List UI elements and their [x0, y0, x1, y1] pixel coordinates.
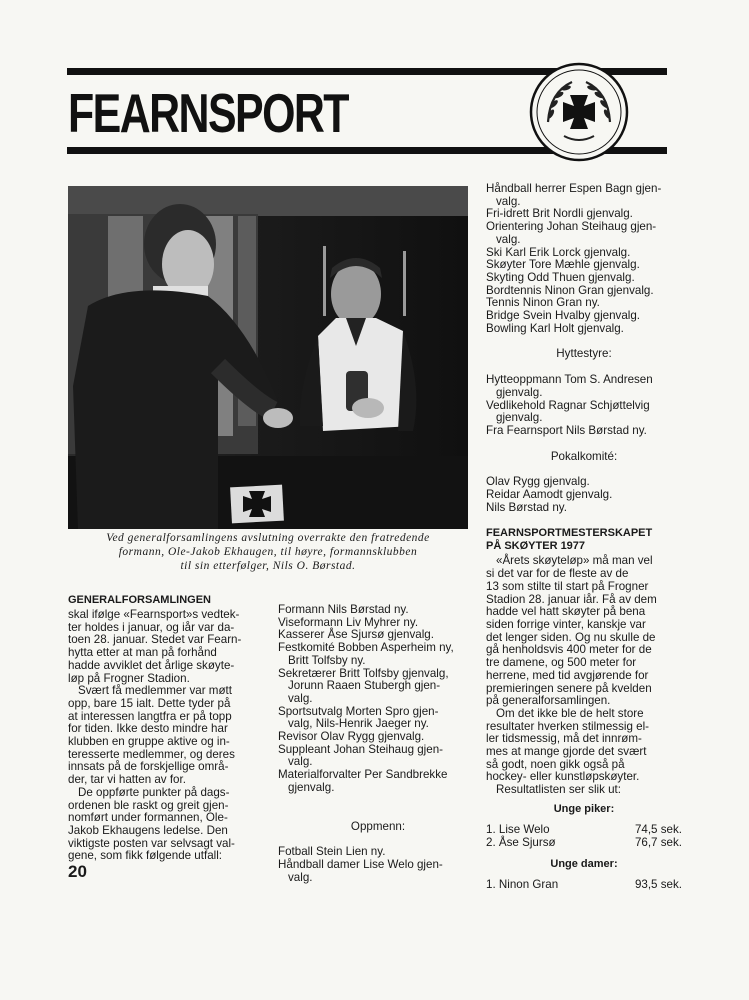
text-line: mes at mange gjorde det svært: [486, 745, 647, 759]
officer-line-cont: valg.: [288, 755, 313, 769]
result-name: 1. Ninon Gran: [486, 878, 559, 892]
article-heading: FEARNSPORTMESTERSKAPET: [486, 527, 653, 540]
text-line: klubben en gruppe aktive og in-: [68, 735, 230, 749]
column-general-meeting: [68, 594, 264, 863]
result-time: 74,5 sek.: [634, 822, 682, 836]
text-line: så godt, noen gikk også på: [486, 757, 625, 771]
oppmann-line: Skyting Odd Thuen gjenvalg.: [486, 270, 635, 284]
officer-line-cont: valg, Nils-Henrik Jaeger ny.: [288, 717, 429, 731]
officer-line: Revisor Olav Rygg gjenvalg.: [278, 730, 425, 744]
officer-line: Viseformann Liv Myhrer ny.: [278, 615, 419, 629]
column-election-results: [278, 604, 478, 884]
page-number: 20: [68, 862, 87, 881]
hyttestyre-line-cont: gjenvalg.: [496, 385, 543, 399]
oppmann-line: Fotball Stein Lien ny.: [278, 845, 386, 859]
column-right: [486, 183, 682, 892]
section-heading-generalforsamlingen: GENERALFORSAMLINGEN: [68, 594, 211, 606]
text-line: innsats på de forskjellige områ-: [68, 760, 229, 774]
text-line: resultater hverken stilmessig el-: [486, 719, 650, 733]
oppmann-line: Bowling Karl Holt gjenvalg.: [486, 321, 624, 335]
results-heading-unge-piker: Unge piker:: [553, 802, 615, 815]
text-line: skal ifølge «Fearnsport»s vedtek-: [68, 608, 240, 621]
oppmann-line-cont: valg.: [496, 232, 521, 246]
officer-line: Kasserer Åse Sjursø gjenvalg.: [278, 628, 434, 642]
text-line: «Årets skøyteløp» må man vel: [496, 554, 653, 568]
text-line: nomført under formannen, Ole-: [68, 811, 228, 825]
text-line: De oppførte punkter på dags-: [78, 785, 230, 799]
caption-line: til sin etterfølger, Nils O. Børstad.: [180, 560, 356, 572]
text-line: teresserte medlemmer, og deres: [68, 747, 235, 761]
caption-line: formann, Ole-Jakob Ekhaugen, til høyre, formannsklubben: [118, 546, 418, 558]
oppmann-line: Bridge Svein Hvalby gjenvalg.: [486, 309, 641, 323]
text-line: der, tar vi hatten av for.: [68, 773, 186, 787]
text-line: på generalforsamlingen.: [486, 694, 611, 708]
oppmann-line: Skøyter Tore Mæhle gjenvalg.: [486, 258, 640, 272]
oppmann-line-cont: valg.: [496, 194, 521, 208]
text-line: ter holdes i januar, og iår var da-: [68, 620, 235, 634]
text-line: viktigste posten var selvsagt val-: [68, 836, 235, 850]
text-line: toen 28. januar. Stedet var Fearn-: [68, 633, 242, 647]
text-line: Jakob Ekhaugens ledelse. Den: [68, 823, 228, 837]
masthead-title: FEARNSPORT: [68, 82, 348, 144]
oppmenn-continued-list: [486, 183, 682, 335]
result-row: [486, 879, 682, 892]
text-line: premieringen senere på kvelden: [486, 681, 652, 695]
text-line: for tiden. Ikke desto mindre har: [68, 722, 228, 736]
officer-line: Materialforvalter Per Sandbrekke: [278, 768, 448, 782]
officer-line: Festkomité Bobben Asperheim ny,: [278, 641, 454, 655]
paragraph: [68, 787, 264, 863]
section-heading-pokalkomite: Pokalkomité:: [550, 449, 618, 463]
hyttestyre-line: Fra Fearnsport Nils Børstad ny.: [486, 423, 647, 437]
oppmann-line: Tennis Ninon Gran ny.: [486, 296, 600, 310]
result-time: 76,7 sek.: [634, 835, 682, 849]
oppmann-line-cont: valg.: [288, 870, 313, 884]
text-line: hadde vel hatt skøyter på bena: [486, 605, 646, 619]
paragraph: [68, 685, 264, 787]
text-line: ordenen ble raskt og greit gjen-: [68, 798, 229, 812]
text-line: gå henholdsvis 400 meter for de: [486, 643, 652, 657]
text-line: tre damene, og 500 meter for: [486, 656, 637, 670]
oppmann-line: Bordtennis Ninon Gran gjenvalg.: [486, 283, 654, 297]
result-row: [486, 837, 682, 850]
text-line: Resultatlisten ser slik ut:: [496, 783, 622, 797]
text-line: hockey- eller kunstløpskøyter.: [486, 770, 640, 784]
paragraph: [486, 708, 682, 784]
text-line: opp, bare 15 ialt. Dette tyder på: [68, 696, 231, 710]
officer-line-cont: gjenvalg.: [288, 780, 335, 794]
hyttestyre-line: Vedlikehold Ragnar Schjøttelvig: [486, 398, 650, 412]
officer-line: Formann Nils Børstad ny.: [278, 603, 409, 616]
pokal-line: Reidar Aamodt gjenvalg.: [486, 488, 613, 502]
oppmann-line: Håndball damer Lise Welo gjen-: [278, 857, 443, 871]
pokal-line: Olav Rygg gjenvalg.: [486, 475, 590, 489]
article-heading: PÅ SKØYTER 1977: [486, 540, 586, 553]
photo-caption: [68, 531, 468, 573]
caption-line: Ved generalforsamlingens avslutning overrakte den fratredende: [106, 532, 430, 544]
section-heading-hyttestyre: Hyttestyre:: [556, 347, 612, 361]
result-time: 93,5 sek.: [634, 878, 682, 892]
text-line: si det var for de fleste av de: [486, 567, 629, 581]
text-line: det lenger siden. Og nu skulle de: [486, 630, 656, 644]
text-line: hadde avviklet det årlige skøyte-: [68, 658, 235, 672]
oppmann-line: Orientering Johan Steihaug gjen-: [486, 220, 657, 234]
text-line: 13 som stilte til start på Frogner: [486, 579, 649, 593]
text-line: herrene, med tid avgjørende for: [486, 668, 649, 682]
oppmann-line: Håndball herrer Espen Bagn gjen-: [486, 182, 662, 195]
officer-line: Sekretærer Britt Tolfsby gjenvalg,: [278, 666, 449, 680]
officer-line-cont: Britt Tolfsby ny.: [288, 653, 366, 667]
result-row: [486, 824, 682, 837]
club-emblem-icon: [524, 62, 634, 162]
text-line: gene, som fikk følgende utfall:: [68, 849, 223, 863]
text-line: Svært få medlemmer var møtt: [78, 684, 232, 698]
hyttestyre-line: Hytteoppmann Tom S. Andresen: [486, 373, 653, 387]
paragraph: [486, 555, 682, 707]
text-line: ler tidsmessig, må det innrøm-: [486, 732, 642, 746]
pokal-line: Nils Børstad ny.: [486, 500, 567, 514]
text-line: at interessen langtfra er på topp: [68, 709, 232, 723]
officer-line: Sportsutvalg Morten Spro gjen-: [278, 704, 439, 718]
paragraph: [68, 609, 264, 685]
text-line: siden forrige vinter, kanskje var: [486, 617, 646, 631]
text-line: løp på Frogner Stadion.: [68, 671, 190, 685]
officer-line: Suppleant Johan Steihaug gjen-: [278, 742, 444, 756]
text-line: Stadion 28. januar iår. Få av dem: [486, 592, 657, 606]
officers-list: [278, 604, 478, 795]
hyttestyre-line-cont: gjenvalg.: [496, 411, 543, 425]
oppmann-line: Ski Karl Erik Lorck gjenvalg.: [486, 245, 631, 259]
meeting-photo: [68, 186, 468, 529]
officer-line-cont: Jorunn Raaen Stubergh gjen-: [288, 679, 441, 693]
text-line: Om det ikke ble de helt store: [496, 706, 644, 720]
oppmann-line: Fri-idrett Brit Nordli gjenvalg.: [486, 207, 633, 221]
text-line: hytta etter at man på forhånd: [68, 646, 217, 660]
result-name: 2. Åse Sjursø: [486, 835, 556, 849]
result-name: 1. Lise Welo: [486, 822, 550, 836]
section-heading-oppmenn: Oppmenn:: [350, 819, 406, 833]
officer-line-cont: valg.: [288, 691, 313, 705]
results-heading-unge-damer: Unge damer:: [550, 858, 618, 871]
results-table: [486, 797, 682, 892]
